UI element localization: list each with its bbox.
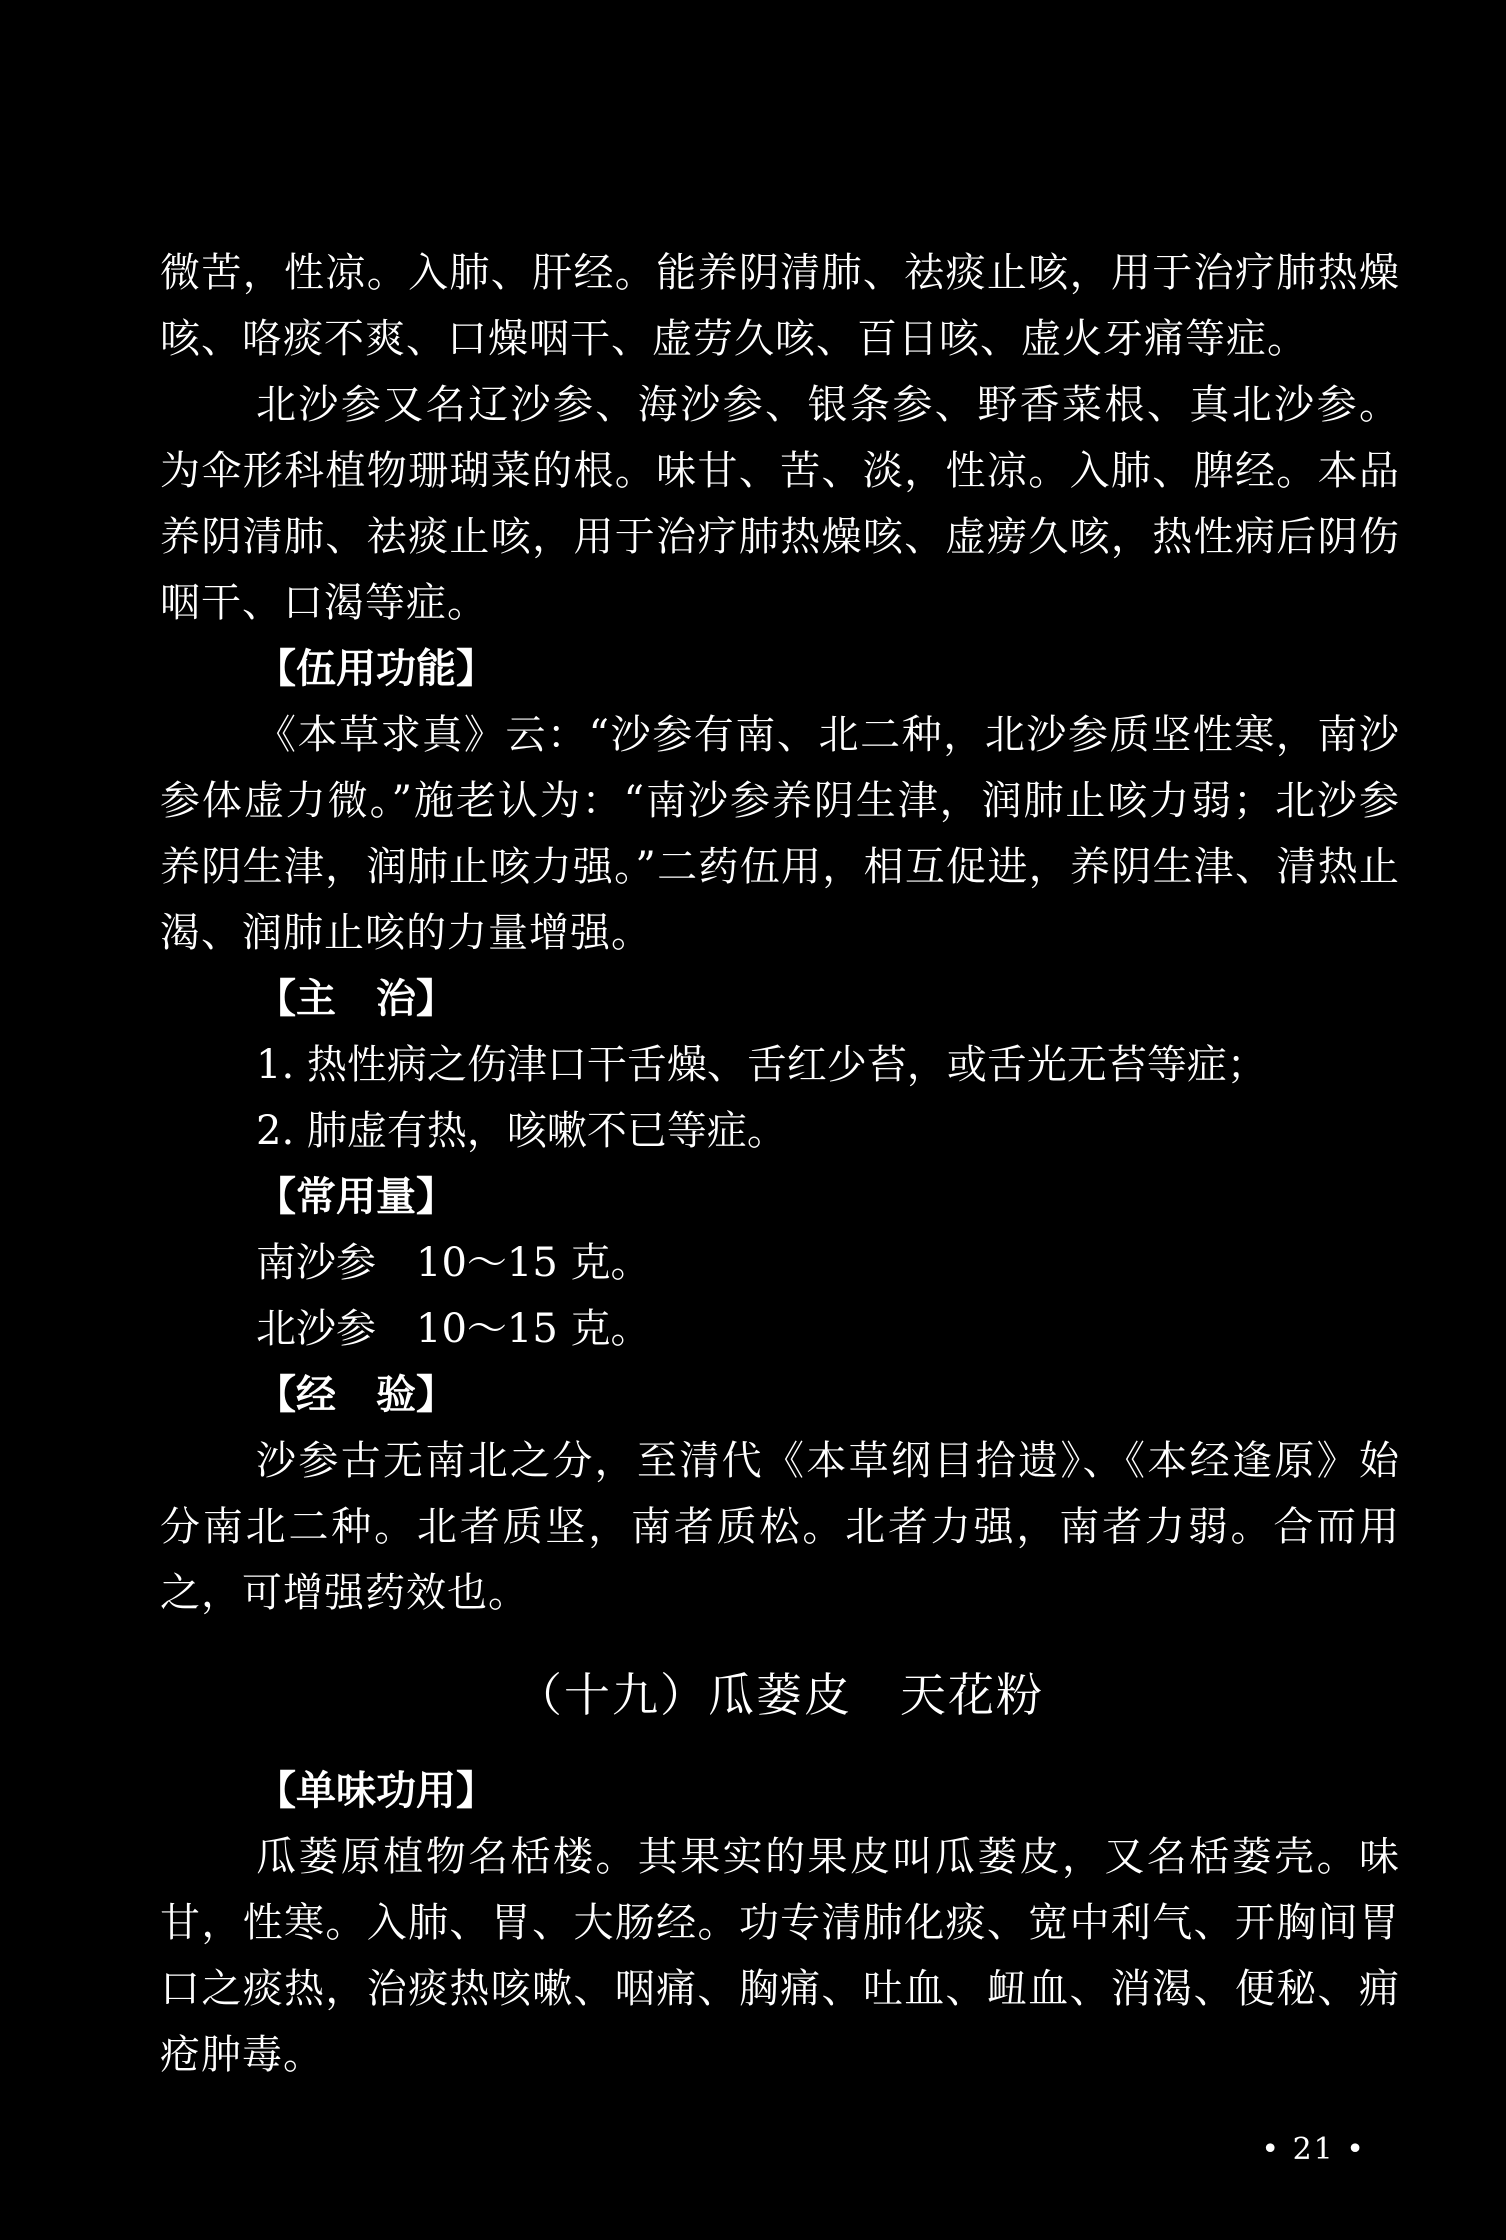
dosage-row-nanshashen: [160, 1230, 1400, 1296]
dosage-herb-name: 北沙参: [256, 1306, 376, 1352]
indication-item-2: 2. 肺虚有热，咳嗽不已等症。: [256, 1108, 787, 1154]
section-title: （十九）瓜蒌皮 天花粉: [516, 1668, 1044, 1722]
paragraph-beishashen: 北沙参又名辽沙参、海沙参、银条参、野香菜根、真北沙参。为伞形科植物珊瑚菜的根。味甘、苦、淡，性凉。入肺、脾经。本品养阴清肺、祛痰止咳，用于治疗肺热燥咳、虚痨久咳，热性病后阴伤咽干、口渴等症。: [160, 382, 1400, 626]
heading-combined-function: 【伍用功能】: [256, 646, 496, 692]
heading-indications: 【主 治】: [256, 976, 456, 1022]
paragraph-experience: 沙参古无南北之分，至清代《本草纲目拾遗》、《本经逢原》始分南北二种。北者质坚，南者质松。北者力强，南者力弱。合而用之，可增强药效也。: [160, 1438, 1400, 1616]
paragraph-combined-function: 《本草求真》云：“沙参有南、北二种，北沙参质坚性寒，南沙参体虚力微。”施老认为：“南沙参养阴生津，润肺止咳力弱；北沙参养阴生津，润肺止咳力强。”二药伍用，相互促进，养阴生津、清热止渴、润肺止咳的力量增强。: [160, 712, 1400, 956]
page-number: • 21 •: [1261, 2132, 1366, 2167]
dosage-amount: 10～15 克。: [416, 1240, 651, 1286]
dosage-row-beishashen: [160, 1296, 1400, 1362]
heading-single-function: 【单味功用】: [256, 1768, 496, 1814]
heading-experience: 【经 验】: [256, 1372, 456, 1418]
paragraph-nanshashen-cont: 微苦，性凉。入肺、肝经。能养阴清肺、祛痰止咳，用于治疗肺热燥咳、咯痰不爽、口燥咽干、虚劳久咳、百日咳、虚火牙痛等症。: [160, 250, 1400, 362]
dosage-amount: 10～15 克。: [416, 1306, 651, 1352]
page-content: [160, 240, 1400, 2088]
paragraph-gualoupi: 瓜蒌原植物名栝楼。其果实的果皮叫瓜蒌皮，又名栝蒌壳。味甘，性寒。入肺、胃、大肠经。功专清肺化痰、宽中利气、开胸间胃口之痰热，治痰热咳嗽、咽痛、胸痛、吐血、衄血、消渴、便秘、痈疮肿毒。: [160, 1834, 1400, 2078]
dosage-herb-name: 南沙参: [256, 1240, 376, 1286]
heading-dosage: 【常用量】: [256, 1174, 456, 1220]
indication-item-1: 1. 热性病之伤津口干舌燥、舌红少苔，或舌光无苔等症；: [256, 1042, 1267, 1088]
